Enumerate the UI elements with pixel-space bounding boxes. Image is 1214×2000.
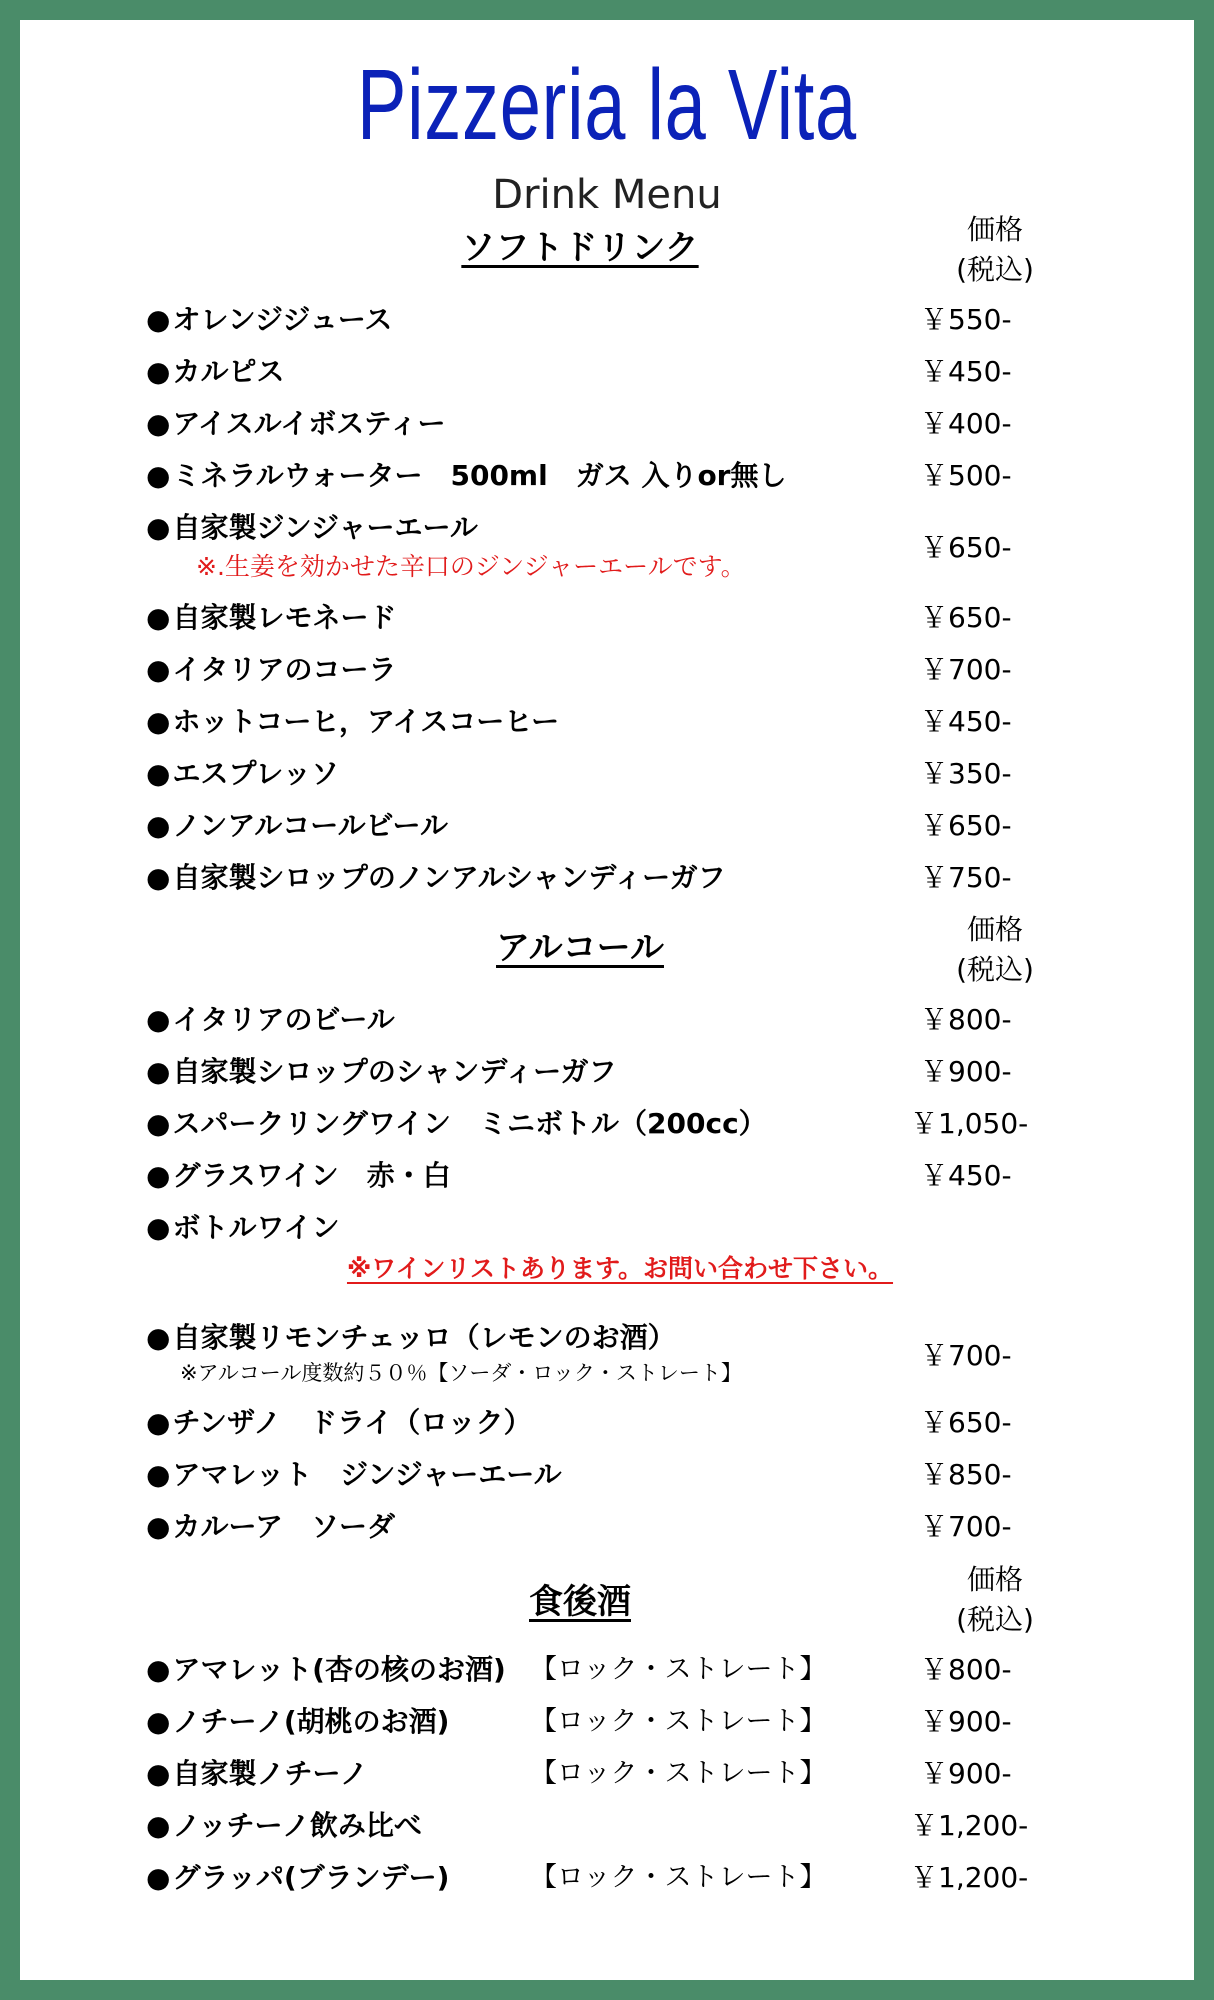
menu-page — [20, 20, 1194, 1980]
menu-item: ●自家製ノチーノ — [146, 1757, 368, 1790]
item-note: ※.生姜を効かせた辛口のジンジャーエールです。 — [196, 552, 746, 581]
menu-item-price: ￥850- — [920, 1458, 1012, 1491]
price-header: 価格 (税込) — [956, 213, 1034, 286]
menu-item-price: ￥400- — [920, 407, 1012, 440]
menu-item-price: ￥1,200- — [910, 1809, 1029, 1842]
menu-item: ●ノチーノ(胡桃のお酒) — [146, 1705, 450, 1738]
serving-style: 【ロック・ストレート】 — [530, 1862, 827, 1893]
menu-item-price: ￥450- — [920, 1159, 1012, 1192]
serving-style: 【ロック・ストレート】 — [530, 1654, 827, 1685]
menu-item-price: ￥550- — [920, 303, 1012, 336]
menu-item: ●ノンアルコールビール — [146, 809, 448, 842]
menu-item-price: ￥700- — [920, 653, 1012, 686]
menu-item-price: ￥1,050- — [910, 1107, 1029, 1140]
menu-item: ●アイスルイボスティー — [146, 407, 446, 440]
item-note: ※アルコール度数約５０％【ソーダ・ロック・ストレート】 — [180, 1361, 742, 1385]
menu-item: ●自家製リモンチェッロ（レモンのお酒） — [146, 1321, 676, 1354]
menu-item: ●グラスワイン 赤・白 — [146, 1159, 451, 1192]
menu-item-price: ￥350- — [920, 757, 1012, 790]
menu-item: ●自家製レモネード — [146, 601, 397, 634]
menu-item: ●エスプレッソ — [146, 757, 340, 790]
menu-item-price: ￥1,200- — [910, 1861, 1029, 1894]
price-header: 価格 (税込) — [956, 1563, 1034, 1636]
menu-item-price: ￥800- — [920, 1003, 1012, 1036]
wine-list-note: ※ワインリストあります。お問い合わせ下さい。 — [346, 1254, 894, 1283]
menu-item-price: ￥450- — [920, 705, 1012, 738]
section-heading-alcohol: アルコール — [496, 928, 664, 968]
section-heading-soft-drinks: ソフトドリンク — [461, 228, 699, 268]
serving-style: 【ロック・ストレート】 — [530, 1706, 827, 1737]
price-header: 価格 (税込) — [956, 913, 1034, 986]
serving-style: 【ロック・ストレート】 — [530, 1758, 827, 1789]
menu-item-price: ￥750- — [920, 861, 1012, 894]
menu-item: ●カルーア ソーダ — [146, 1510, 396, 1543]
menu-item-price: ￥650- — [920, 601, 1012, 634]
menu-item: ●ノッチーノ飲み比べ — [146, 1809, 422, 1842]
menu-item: ●自家製シロップのノンアルシャンディーガフ — [146, 861, 726, 894]
menu-item-price: ￥900- — [920, 1757, 1012, 1790]
menu-item-price: ￥500- — [920, 459, 1012, 492]
menu-item: ●グラッパ(ブランデー) — [146, 1861, 450, 1894]
menu-item: ●チンザノ ドライ（ロック） — [146, 1406, 532, 1439]
restaurant-title: Pizzeria la Vita — [357, 49, 857, 161]
menu-item-price: ￥650- — [920, 1406, 1012, 1439]
menu-subtitle: Drink Menu — [492, 172, 722, 218]
menu-item: ●ボトルワイン — [146, 1211, 340, 1244]
menu-item: ●ホットコーヒ，アイスコーヒー — [146, 705, 560, 738]
menu-item-price: ￥650- — [920, 809, 1012, 842]
menu-item-price: ￥700- — [920, 1339, 1012, 1372]
menu-item-price: ￥650- — [920, 531, 1012, 564]
menu-item: ●カルピス — [146, 355, 285, 388]
menu-item-price: ￥900- — [920, 1055, 1012, 1088]
menu-item: ●オレンジジュース — [146, 303, 393, 336]
menu-item-price: ￥900- — [920, 1705, 1012, 1738]
menu-item: ●ミネラルウォーター 500ml ガス 入りor無し — [146, 459, 787, 492]
menu-item: ●自家製シロップのシャンディーガフ — [146, 1055, 617, 1088]
menu-item: ●イタリアのコーラ — [146, 653, 397, 686]
section-heading-digestif: 食後酒 — [529, 1582, 631, 1622]
menu-item: ●アマレット(杏の核のお酒) — [146, 1653, 506, 1686]
menu-item: ●スパークリングワイン ミニボトル（200cc） — [146, 1107, 767, 1140]
menu-item: ●アマレット ジンジャーエール — [146, 1458, 562, 1491]
menu-item-price: ￥700- — [920, 1510, 1012, 1543]
menu-item-price: ￥800- — [920, 1653, 1012, 1686]
menu-item: ●自家製ジンジャーエール — [146, 511, 478, 544]
menu-item-price: ￥450- — [920, 355, 1012, 388]
menu-item: ●イタリアのビール — [146, 1003, 395, 1036]
